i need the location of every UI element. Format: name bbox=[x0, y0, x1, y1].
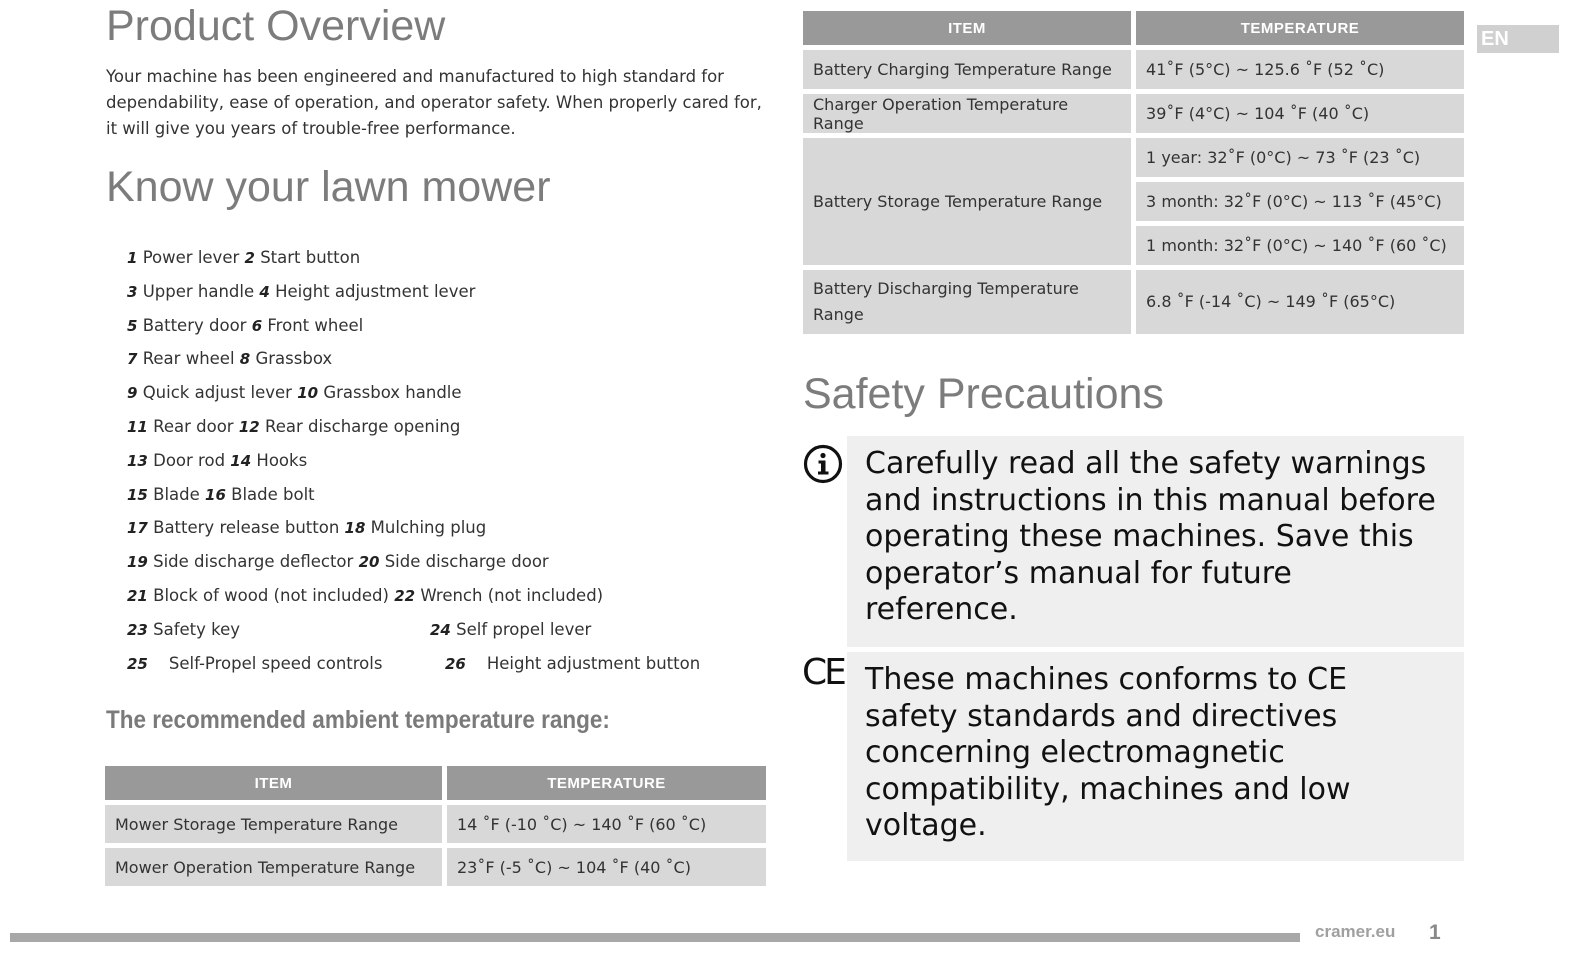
part-label: Blade bolt bbox=[231, 484, 315, 504]
list-item bbox=[127, 243, 767, 277]
list-item bbox=[127, 378, 767, 412]
part-number: 17 bbox=[127, 519, 148, 538]
temperature-cell: 41˚F (5°C) ~ 125.6 ˚F (52 ˚C) bbox=[1136, 50, 1464, 89]
page-title-product-overview: Product Overview bbox=[106, 2, 446, 50]
temperature-cell: 6.8 ˚F (-14 ˚C) ~ 149 ˚F (65°C) bbox=[1136, 270, 1464, 334]
temperature-cell: 3 month: 32˚F (0°C) ~ 113 ˚F (45°C) bbox=[1136, 182, 1464, 221]
part-number: 12 bbox=[238, 417, 260, 436]
temperature-cell: 1 year: 32˚F (0°C) ~ 73 ˚F (23 ˚C) bbox=[1136, 138, 1464, 177]
table-row bbox=[803, 138, 1464, 177]
part-number: 8 bbox=[239, 350, 251, 369]
list-item bbox=[127, 344, 767, 378]
section-title-safety-precautions: Safety Precautions bbox=[803, 370, 1164, 418]
part-number: 24 bbox=[430, 620, 451, 639]
list-item bbox=[127, 412, 767, 446]
list-item bbox=[127, 649, 767, 683]
list-item bbox=[127, 615, 767, 649]
temperature-range-heading: The recommended ambient temperature range: bbox=[106, 706, 610, 734]
column-header-item: ITEM bbox=[803, 11, 1131, 45]
part-number: 13 bbox=[127, 451, 148, 470]
footer-bar bbox=[10, 933, 1300, 942]
column-header-item: ITEM bbox=[105, 766, 442, 800]
part-label: Side discharge door bbox=[384, 552, 549, 572]
part-label: Height adjustment button bbox=[486, 653, 701, 673]
part-label: Grassbox bbox=[255, 349, 333, 369]
part-label: Front wheel bbox=[267, 315, 364, 335]
table-header-row bbox=[105, 766, 766, 800]
part-label: Hooks bbox=[256, 450, 308, 470]
part-number: 7 bbox=[127, 350, 138, 369]
part-number: 3 bbox=[127, 282, 138, 301]
list-item bbox=[127, 480, 767, 514]
ce-mark-icon: CE bbox=[802, 652, 844, 693]
part-label: Wrench (not included) bbox=[420, 585, 604, 605]
language-tab: EN bbox=[1477, 25, 1559, 53]
table-row bbox=[803, 94, 1464, 133]
part-number: 4 bbox=[259, 282, 270, 301]
footer-website: cramer.eu bbox=[1315, 922, 1396, 941]
part-label: Height adjustment lever bbox=[275, 281, 476, 301]
temperature-cell: 14 ˚F (-10 ˚C) ~ 140 ˚F (60 ˚C) bbox=[447, 805, 766, 843]
intro-paragraph: Your machine has been engineered and manufactured to high standard for dependability, ease of operation, and operator safety. When properly cared for, it will give you years of trouble-free performance. bbox=[106, 67, 762, 138]
part-number: 26 bbox=[445, 654, 466, 673]
part-label: Start button bbox=[260, 248, 361, 267]
part-number: 10 bbox=[297, 384, 319, 403]
table-row bbox=[803, 270, 1464, 334]
table-header-row bbox=[803, 11, 1464, 45]
part-label: Rear discharge opening bbox=[264, 416, 461, 436]
mower-temperature-table bbox=[100, 761, 771, 891]
section-title-know-your-mower: Know your lawn mower bbox=[106, 163, 551, 211]
temperature-cell: 39˚F (4°C) ~ 104 ˚F (40 ˚C) bbox=[1136, 94, 1464, 133]
part-number: 18 bbox=[344, 519, 366, 538]
part-number: 15 bbox=[127, 485, 148, 504]
part-label: Mulching plug bbox=[370, 518, 487, 538]
part-number: 1 bbox=[127, 249, 138, 267]
part-label: Quick adjust lever bbox=[142, 383, 292, 403]
safety-notice-ce-conformity: These machines conforms to CE safety standards and directives concerning electromagnetic compatibility, machines and low voltage. bbox=[847, 652, 1464, 861]
item-cell: Mower Operation Temperature Range bbox=[105, 848, 442, 886]
part-number: 21 bbox=[127, 586, 148, 605]
part-number: 9 bbox=[127, 384, 138, 403]
list-item bbox=[127, 446, 767, 480]
part-number: 23 bbox=[127, 620, 148, 639]
part-label: Battery release button bbox=[153, 518, 340, 538]
part-label: Block of wood (not included) bbox=[153, 585, 389, 605]
parts-list bbox=[127, 243, 767, 682]
part-number: 20 bbox=[358, 553, 380, 572]
part-label: Power lever bbox=[142, 248, 240, 267]
part-number: 11 bbox=[127, 417, 148, 436]
battery-temperature-table bbox=[798, 6, 1469, 339]
item-cell: Battery Charging Temperature Range bbox=[803, 50, 1131, 89]
part-number: 16 bbox=[205, 485, 226, 504]
table-row bbox=[105, 805, 766, 843]
part-label: Blade bbox=[153, 484, 200, 504]
part-number: 2 bbox=[244, 249, 255, 267]
part-number: 22 bbox=[394, 586, 416, 605]
part-number: 6 bbox=[251, 316, 263, 335]
list-item bbox=[127, 277, 767, 311]
table-row bbox=[105, 848, 766, 886]
part-label: Safety key bbox=[153, 619, 241, 639]
item-cell: Mower Storage Temperature Range bbox=[105, 805, 442, 843]
part-number: 19 bbox=[127, 553, 148, 572]
table-row bbox=[803, 50, 1464, 89]
list-item bbox=[127, 581, 767, 615]
item-cell: Charger Operation Temperature Range bbox=[803, 94, 1131, 133]
part-label: Battery door bbox=[142, 315, 247, 335]
part-label: Door rod bbox=[153, 450, 226, 470]
temperature-cell: 1 month: 32˚F (0°C) ~ 140 ˚F (60 ˚C) bbox=[1136, 226, 1464, 265]
column-header-temperature: TEMPERATURE bbox=[447, 766, 766, 800]
list-item bbox=[127, 547, 767, 581]
page-number: 1 bbox=[1429, 921, 1441, 944]
list-item bbox=[127, 311, 767, 345]
part-number: 14 bbox=[230, 451, 252, 470]
temperature-cell: 23˚F (-5 ˚C) ~ 104 ˚F (40 ˚C) bbox=[447, 848, 766, 886]
part-number: 25 bbox=[127, 654, 148, 673]
part-label: Grassbox handle bbox=[323, 383, 462, 403]
info-icon bbox=[802, 444, 844, 486]
part-label: Upper handle bbox=[142, 281, 255, 301]
part-label: Rear door bbox=[153, 416, 234, 436]
safety-notice-read-manual: Carefully read all the safety warnings and instructions in this manual before operating these machines. Save this operator’s manual for future reference. bbox=[847, 436, 1464, 647]
part-label: Side discharge deflector bbox=[153, 552, 354, 572]
item-cell: Battery Discharging Temperature Range bbox=[803, 270, 1131, 334]
item-cell: Battery Storage Temperature Range bbox=[803, 138, 1131, 265]
part-label: Self-Propel speed controls bbox=[168, 653, 383, 673]
part-label: Rear wheel bbox=[142, 349, 235, 369]
part-label: Self propel lever bbox=[456, 619, 592, 639]
column-header-temperature: TEMPERATURE bbox=[1136, 11, 1464, 45]
part-number: 5 bbox=[127, 316, 138, 335]
list-item bbox=[127, 513, 767, 547]
